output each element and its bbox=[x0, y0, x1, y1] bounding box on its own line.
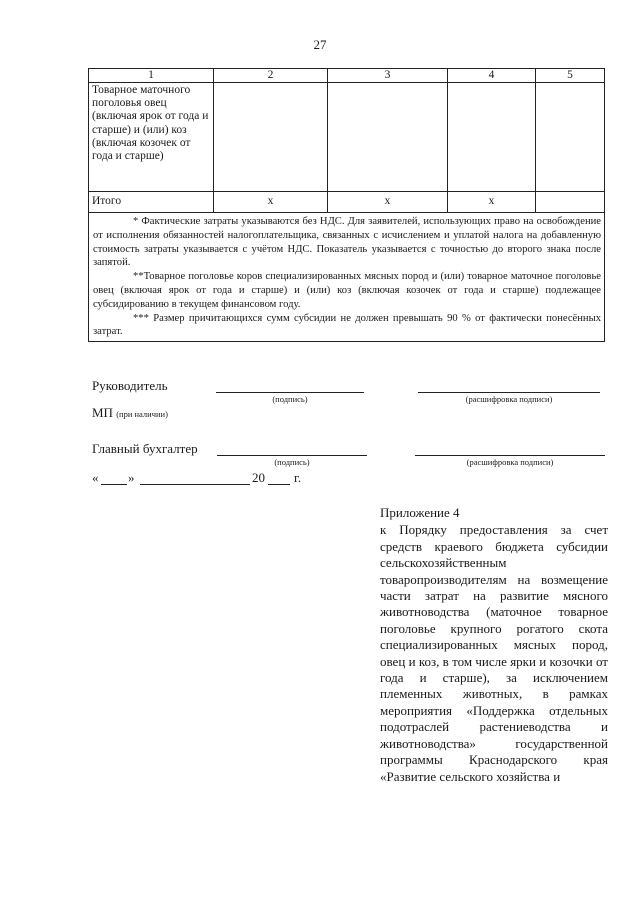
head-signature-caption: (подпись) bbox=[272, 394, 308, 404]
total-cell-3: x bbox=[328, 192, 448, 213]
page-number: 27 bbox=[313, 37, 327, 52]
appendix-text: к Порядку предоставления за счет средств краевого бюджета субсидии сельскохозяйственным товаропроизводителям на возмещение части затрат на развитие мясного животноводства (маточное товарное поголовье крупного рогатого скота специализированных мясных пород, овец и коз, в том числе ярки и козочки от года и старше), за исключением племенных животных, в рамках мероприятия «Поддержка отдельных подотраслей растениеводства и животноводства» государственной программы Краснодарского края «Развитие сельского хозяйства и bbox=[380, 522, 608, 784]
head-label: Руководитель bbox=[92, 378, 168, 393]
total-cell-5 bbox=[536, 192, 605, 213]
total-cell-2: x bbox=[214, 192, 328, 213]
accountant-signature-line bbox=[217, 455, 367, 456]
date-month-line bbox=[140, 484, 250, 485]
total-label-cell: Итого bbox=[89, 192, 214, 213]
column-number-5: 5 bbox=[536, 69, 605, 83]
accountant-signature-caption: (подпись) bbox=[274, 457, 310, 467]
empty-cell bbox=[448, 83, 536, 192]
total-cell-4: x bbox=[448, 192, 536, 213]
appendix-block bbox=[380, 505, 608, 785]
head-decoding-line bbox=[418, 392, 600, 393]
date-year-prefix: 20 bbox=[252, 470, 265, 485]
stamp-note: (при наличии) bbox=[116, 409, 168, 419]
column-number-1: 1 bbox=[89, 69, 214, 83]
notes-cell bbox=[89, 213, 605, 342]
column-number-4: 4 bbox=[448, 69, 536, 83]
accountant-label: Главный бухгалтер bbox=[92, 441, 198, 456]
row-label-cell: Товарное маточного поголовья овец (включая ярок от года и старше) и (или) коз (включая козочек от года и старше) bbox=[89, 83, 214, 192]
column-number-2: 2 bbox=[214, 69, 328, 83]
date-open-quote: « bbox=[92, 470, 99, 485]
stamp-area bbox=[92, 405, 168, 421]
empty-cell bbox=[536, 83, 605, 192]
column-number-3: 3 bbox=[328, 69, 448, 83]
date-suffix: г. bbox=[294, 470, 302, 485]
subsidy-table bbox=[88, 68, 605, 342]
appendix-title: Приложение 4 bbox=[380, 505, 460, 520]
note-vat: * Фактические затраты указываются без НДС. Для заявителей, использующих право на освобождение от исполнения обязанностей налогоплательщика, связанных с исчислением и уплатой налога на добавленную стоимость затраты указывается с учётом НДС. Показатель указывается с точностью до второго знака после запятой. bbox=[93, 216, 601, 269]
total-row bbox=[89, 192, 605, 213]
note-subsidy-limit: *** Размер причитающихся сумм субсидии не должен превышать 90 % от фактически понесённых затрат. bbox=[93, 312, 601, 338]
stamp-label: МП bbox=[92, 405, 113, 420]
head-decoding-caption: (расшифровка подписи) bbox=[465, 394, 553, 404]
accountant-decoding-caption: (расшифровка подписи) bbox=[466, 457, 554, 467]
note-livestock: **Товарное поголовье коров специализированных мясных пород и (или) товарное маточное поголовье овец (включая ярок от года и старше) и (или) коз (включая козочек от года и старше) подлежащее субсидированию в текущем финансовом году. bbox=[93, 271, 601, 310]
table-header-row bbox=[89, 69, 605, 83]
date-year-line bbox=[268, 484, 290, 485]
date-close-quote: » bbox=[128, 470, 135, 485]
table-row bbox=[89, 83, 605, 192]
notes-row bbox=[89, 213, 605, 342]
empty-cell bbox=[328, 83, 448, 192]
date-day-line bbox=[101, 484, 127, 485]
empty-cell bbox=[214, 83, 328, 192]
accountant-decoding-line bbox=[415, 455, 605, 456]
head-signature-line bbox=[216, 392, 364, 393]
